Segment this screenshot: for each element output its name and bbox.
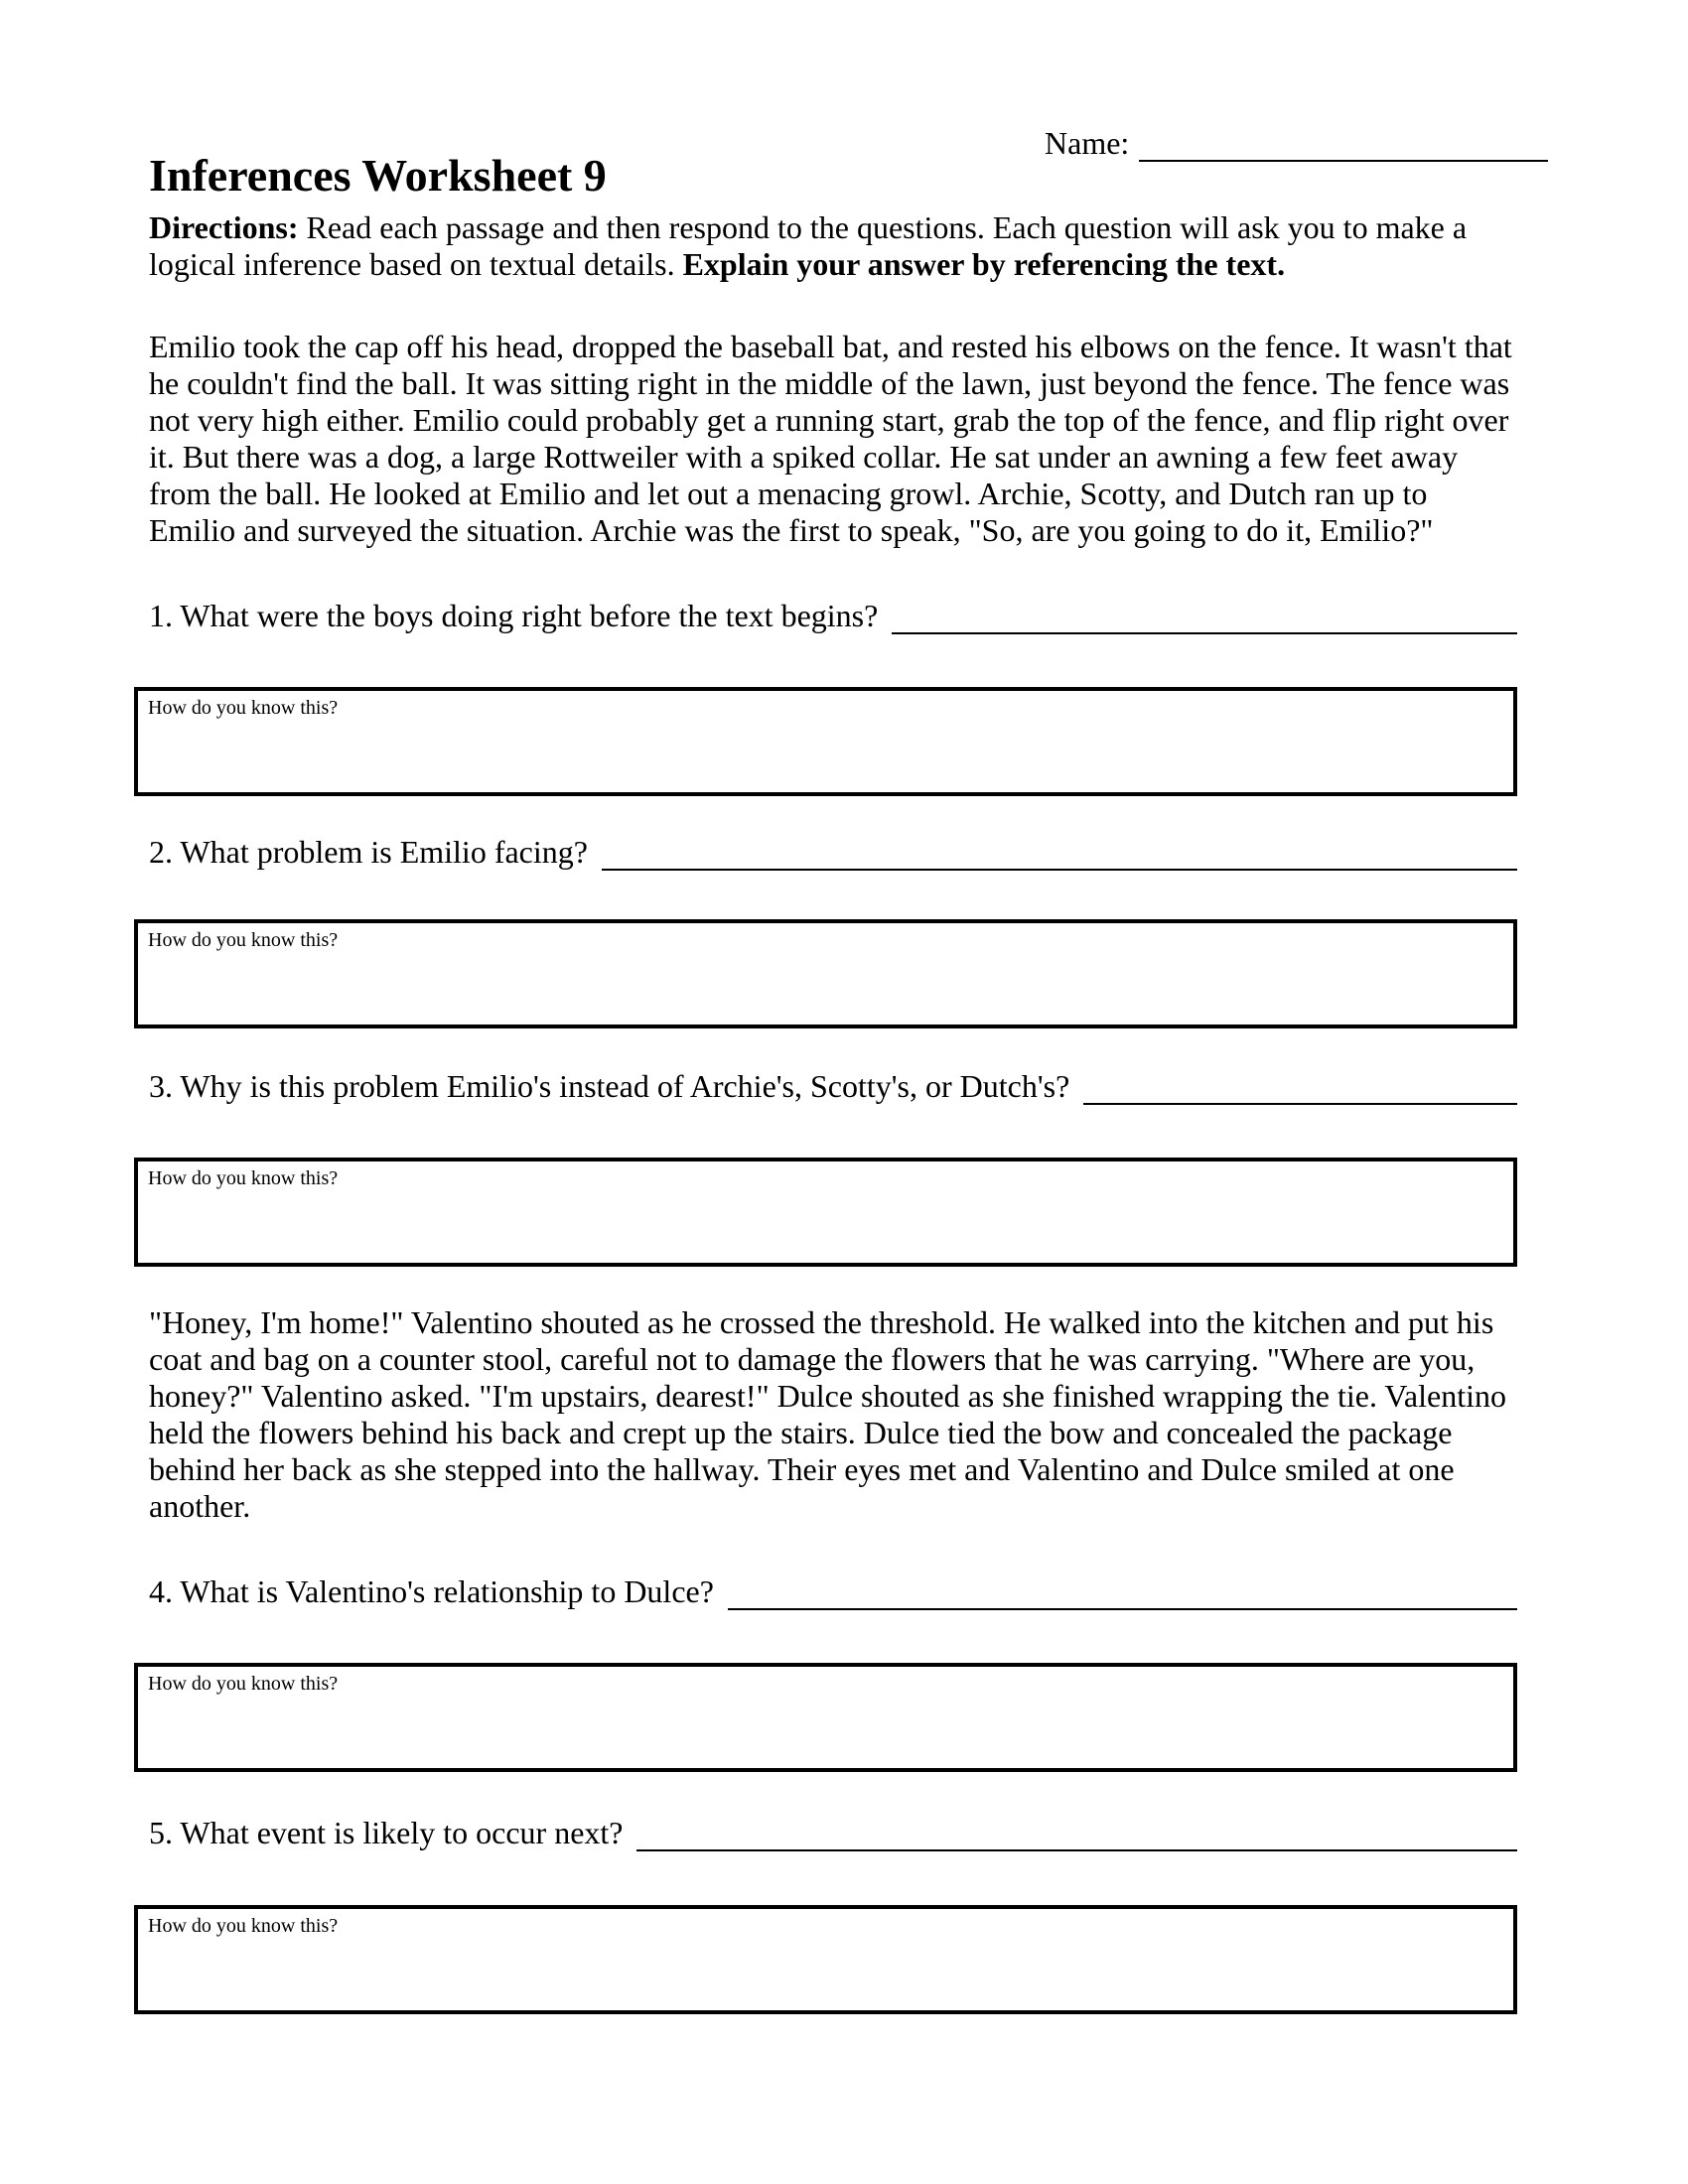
directions [149,209,1517,283]
page-title: Inferences Worksheet 9 [149,150,607,201]
question-3-text: 3. Why is this problem Emilio's instead of Archie's, Scotty's, or Dutch's? [149,1068,1070,1104]
question-5-answer-box [134,1905,1517,2014]
question-2-box-label: How do you know this? [148,929,339,951]
question-2-answer-line [602,869,1517,871]
question-2 [149,834,1517,871]
name-label: Name: [1045,125,1130,161]
name-blank-line [1139,160,1548,162]
question-4-text: 4. What is Valentino's relationship to Dulce? [149,1573,714,1609]
directions-emphasis: Explain your answer by referencing the text. [682,246,1286,282]
question-1-text: 1. What were the boys doing right before the text begins? [149,598,879,633]
passage-2: "Honey, I'm home!" Valentino shouted as he crossed the threshold. He walked into the kitchen and put his coat and bag on a counter stool, careful not to damage the flowers that he was carrying. "Where are you, honey?" Valentino asked. "I'm upstairs, dearest!" Dulce shouted as she finished wrapping the tie. Valentino held the flowers behind his back and crept up the stairs. Dulce tied the bow and concealed the package behind her back as she stepped into the hallway. Their eyes met and Valentino and Dulce smiled at one another. [149,1304,1506,1524]
question-5-box-label: How do you know this? [148,1915,339,1937]
question-1-answer-box [134,687,1517,796]
question-3-answer-box [134,1158,1517,1267]
question-4-answer-line [728,1608,1517,1610]
question-4-box-label: How do you know this? [148,1673,339,1695]
question-2-answer-box [134,919,1517,1028]
question-3 [149,1068,1517,1105]
question-2-text: 2. What problem is Emilio facing? [149,834,588,870]
question-5-text: 5. What event is likely to occur next? [149,1815,624,1850]
question-5 [149,1815,1517,1851]
directions-label: Directions: [149,209,299,245]
question-4 [149,1573,1517,1610]
question-4-answer-box [134,1663,1517,1772]
question-1-answer-line [892,632,1517,634]
directions-body: Read each passage and then respond to the questions. Each question will ask you to make a logical inference based on textual details. [149,209,1468,282]
name-row [1045,125,1548,162]
question-1-box-label: How do you know this? [148,697,339,719]
passage-1: Emilio took the cap off his head, dropped the baseball bat, and rested his elbows on the fence. It wasn't that he couldn't find the ball. It was sitting right in the middle of the lawn, just beyond the fence. The fence was not very high either. Emilio could probably get a running start, grab the top of the fence, and flip right over it. But there was a dog, a large Rottweiler with a spiked collar. He sat under an awning a few feet away from the ball. He looked at Emilio and let out a menacing growl. Archie, Scotty, and Dutch ran up to Emilio and surveyed the situation. Archie was the first to speak, "So, are you going to do it, Emilio?" [149,329,1512,548]
question-5-answer-line [636,1849,1517,1851]
question-3-answer-line [1083,1103,1517,1105]
question-3-box-label: How do you know this? [148,1167,339,1189]
question-1 [149,598,1517,634]
